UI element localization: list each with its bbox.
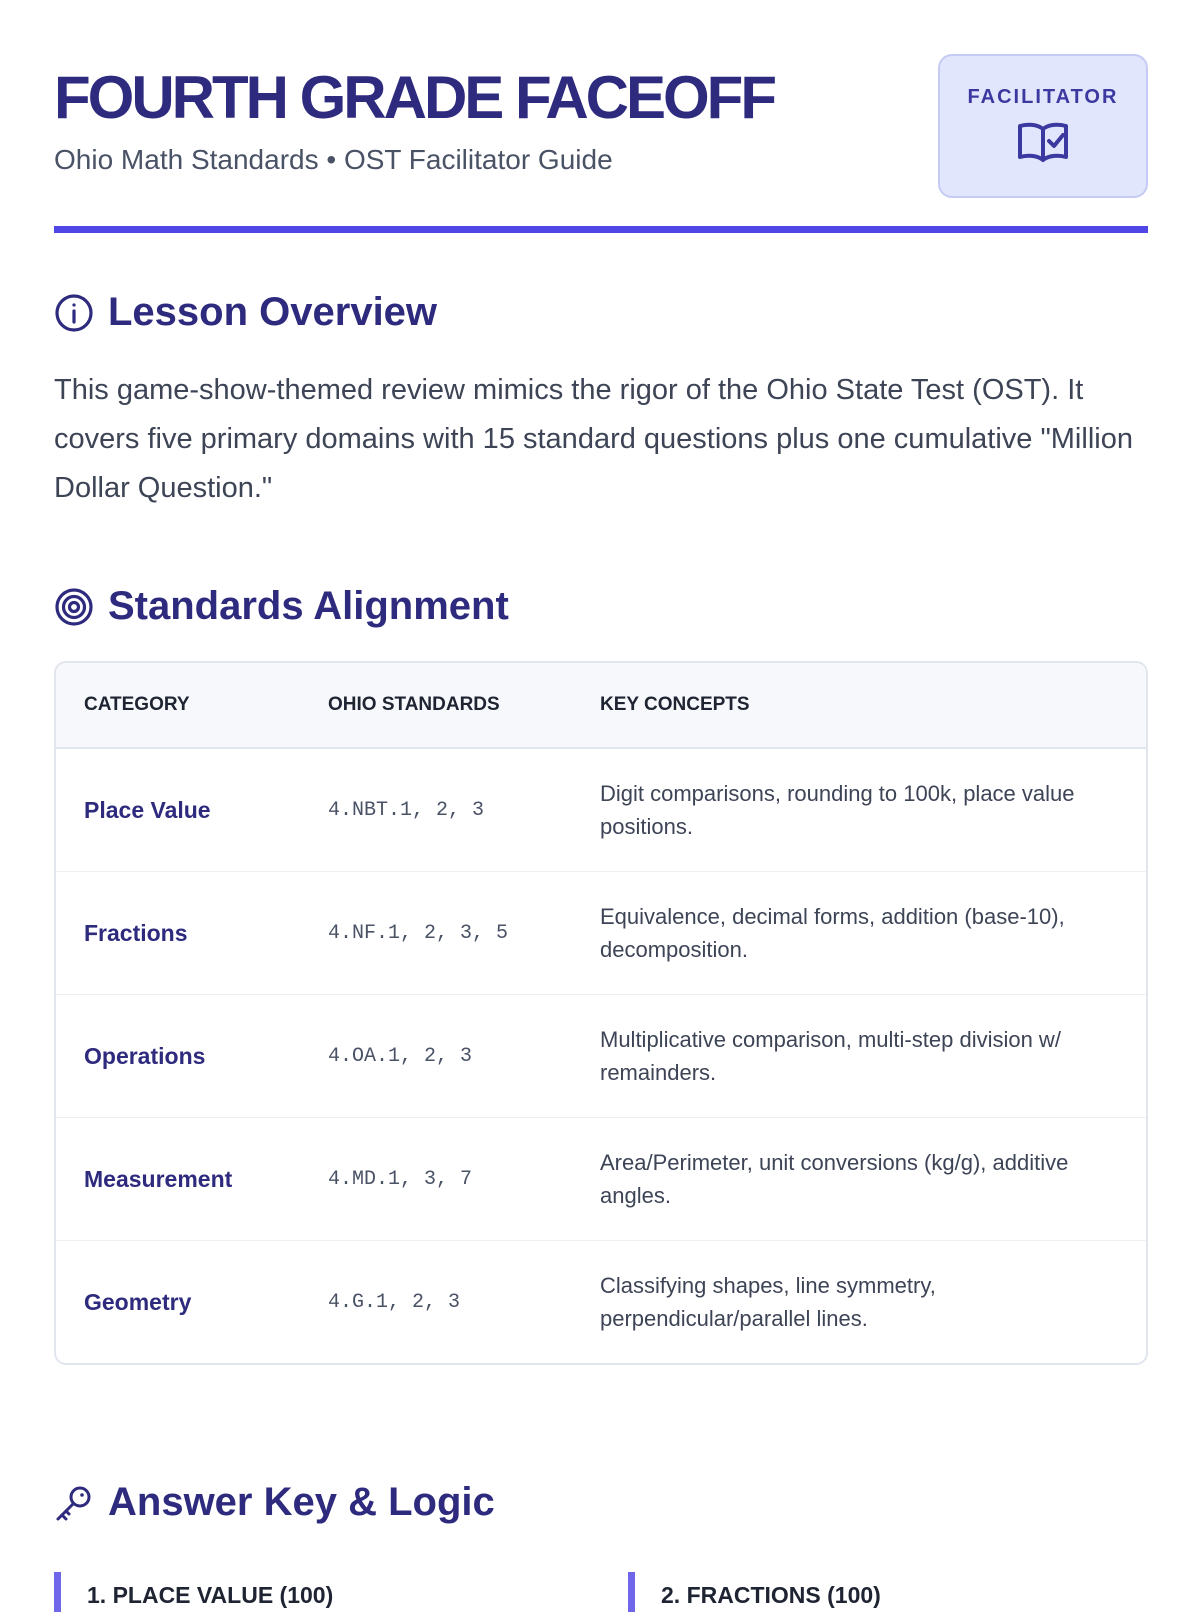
- answer-card-title: 1. PLACE VALUE (100): [87, 1582, 334, 1608]
- row-concepts: Digit comparisons, rounding to 100k, place value positions.: [600, 781, 1075, 839]
- column-header-category: CATEGORY: [84, 694, 190, 715]
- row-concepts: Equivalence, decimal forms, addition (base-10), decomposition.: [600, 904, 1065, 962]
- book-check-icon: [1017, 119, 1069, 167]
- page-subtitle: Ohio Math Standards • OST Facilitator Guide: [54, 144, 613, 175]
- row-category: Measurement: [84, 1165, 233, 1192]
- standards-table: [54, 661, 1148, 1365]
- row-standards: 4.NF.1, 2, 3, 5: [328, 921, 509, 945]
- row-standards: 4.OA.1, 2, 3: [328, 1044, 473, 1068]
- answer-key-heading: [54, 1480, 495, 1525]
- row-standards: 4.MD.1, 3, 7: [328, 1167, 473, 1191]
- row-standards: 4.NBT.1, 2, 3: [328, 798, 485, 822]
- row-concepts: Multiplicative comparison, multi-step division w/ remainders.: [600, 1027, 1061, 1085]
- info-icon: [54, 293, 94, 333]
- table-header: [56, 663, 1146, 749]
- row-category: Geometry: [84, 1288, 192, 1315]
- lesson-overview-title: Lesson Overview: [108, 290, 438, 334]
- answer-key-title: Answer Key & Logic: [108, 1480, 495, 1524]
- row-category: Operations: [84, 1042, 206, 1069]
- table-row: [56, 1118, 1146, 1241]
- column-header-ohio-standards: OHIO STANDARDS: [328, 694, 500, 715]
- target-icon: [54, 587, 94, 627]
- table-row: [56, 1241, 1146, 1363]
- page-header: [54, 0, 1148, 232]
- standards-alignment-title: Standards Alignment: [108, 584, 509, 628]
- page-title: FOURTH GRADE FACEOFF: [54, 64, 774, 131]
- column-header-key-concepts: KEY CONCEPTS: [600, 694, 750, 715]
- row-category: Place Value: [84, 796, 211, 823]
- table-row: [56, 995, 1146, 1118]
- facilitator-badge: [938, 54, 1148, 198]
- answer-card: [54, 1572, 333, 1612]
- lesson-overview-text: This game-show-themed review mimics the rigor of the Ohio State Test (OST). It covers five primary domains with 15 standard questions plus one cumulative "Million Dollar Question.": [54, 374, 1133, 504]
- header-divider: [54, 226, 1148, 233]
- row-category: Fractions: [84, 919, 188, 946]
- table-row: [56, 872, 1146, 995]
- row-concepts: Classifying shapes, line symmetry, perpendicular/parallel lines.: [600, 1273, 936, 1331]
- row-concepts: Area/Perimeter, unit conversions (kg/g), additive angles.: [600, 1150, 1069, 1208]
- standards-alignment-heading: [54, 584, 509, 629]
- facilitator-guide: [54, 0, 1148, 1608]
- key-icon: [54, 1483, 94, 1523]
- answer-card-title: 2. FRACTIONS (100): [661, 1582, 881, 1608]
- table-row: [56, 749, 1146, 872]
- lesson-overview-heading: [54, 290, 437, 335]
- facilitator-badge-label: FACILITATOR: [967, 86, 1119, 108]
- answer-card: [628, 1572, 881, 1612]
- row-standards: 4.G.1, 2, 3: [328, 1290, 461, 1314]
